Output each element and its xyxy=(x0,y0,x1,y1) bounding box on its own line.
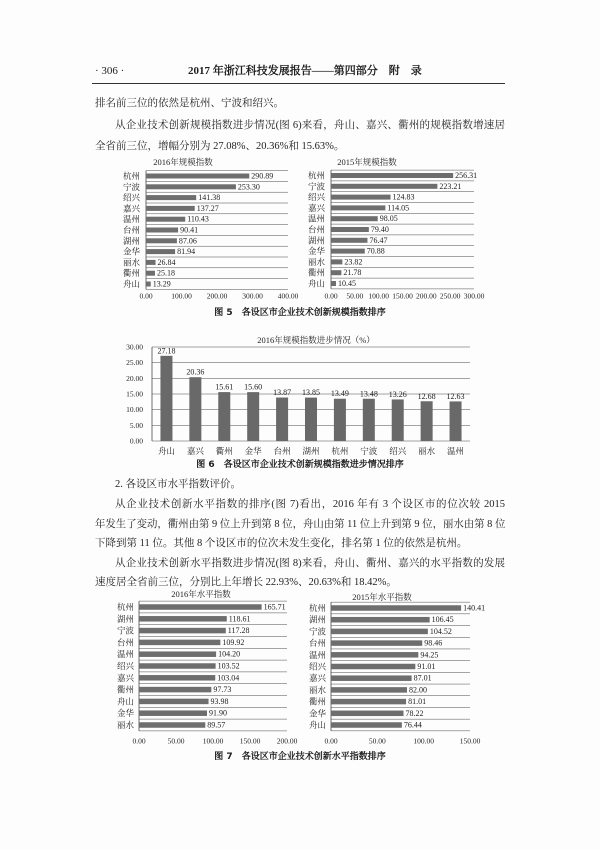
bar xyxy=(160,356,172,441)
bar xyxy=(331,722,402,728)
bar xyxy=(276,398,288,441)
x-tick-label: 300.00 xyxy=(463,291,485,301)
data-label: 23.82 xyxy=(344,257,363,267)
category-label: 丽水 xyxy=(307,256,325,267)
category-label: 台州 xyxy=(116,637,134,648)
bar xyxy=(139,663,216,669)
bar xyxy=(146,228,178,233)
data-label: 223.21 xyxy=(439,181,462,191)
data-label: 137.27 xyxy=(196,203,219,213)
body-text-line: 年发生了变动，衢州由第 9 位上升到第 8 位，舟山由第 11 位上升到第 9 位，丽水由第 8 位 xyxy=(95,519,506,530)
bar xyxy=(331,205,385,210)
y-tick-label: 25.00 xyxy=(126,358,143,368)
category-label: 衢州 xyxy=(307,267,325,278)
data-label: 12.68 xyxy=(417,391,436,401)
body-text-line: 下降到第 11 位。其他 8 个设区市的位次未发生变化，排名第 1 位的依然是杭州。 xyxy=(95,538,468,549)
section-heading: 2. 各设区市水平指数评价。 xyxy=(115,479,241,490)
category-label: 湖州 xyxy=(116,613,134,624)
bar xyxy=(139,722,205,728)
category-label: 宁波 xyxy=(116,625,134,636)
data-label: 93.98 xyxy=(210,696,229,706)
body-text-line: 从企业技术创新规模指数进步情况(图 6)来看，舟山、嘉兴、衢州的规模指数增速居 xyxy=(115,120,505,131)
x-tick-label: 200.00 xyxy=(416,291,437,301)
category-label: 衢州 xyxy=(308,696,326,707)
data-label: 25.18 xyxy=(156,268,175,278)
x-tick-label: 100.00 xyxy=(202,736,224,746)
x-tick-label: 150.00 xyxy=(239,736,261,746)
data-label: 256.31 xyxy=(455,171,478,180)
data-label: 106.45 xyxy=(431,615,454,625)
data-label: 290.89 xyxy=(251,171,274,181)
data-label: 114.05 xyxy=(387,203,410,213)
category-label: 绍兴 xyxy=(308,661,326,672)
x-tick-label: 0.00 xyxy=(139,291,153,301)
data-label: 104.52 xyxy=(429,626,452,636)
data-label: 81.01 xyxy=(408,697,427,707)
category-label: 杭州 xyxy=(307,170,325,181)
data-label: 13.49 xyxy=(330,389,349,399)
x-tick-label: 300.00 xyxy=(242,291,263,301)
bar xyxy=(146,174,249,179)
bar xyxy=(247,392,259,441)
x-tick-label: 150.00 xyxy=(392,291,413,301)
data-label: 13.29 xyxy=(152,279,171,289)
category-label: 宁波 xyxy=(307,181,325,192)
category-label: 温州 xyxy=(308,649,326,660)
data-label: 140.41 xyxy=(463,603,486,613)
data-label: 98.05 xyxy=(379,214,398,224)
category-label: 绍兴 xyxy=(116,661,134,671)
bar xyxy=(331,711,403,717)
category-label: 舟山 xyxy=(116,696,134,707)
data-label: 26.84 xyxy=(157,257,176,267)
category-label: 温州 xyxy=(122,214,140,225)
bar xyxy=(331,617,430,623)
category-label: 杭州 xyxy=(308,603,326,613)
x-tick-label: 50.00 xyxy=(167,736,185,746)
bar xyxy=(331,629,428,635)
data-label: 109.92 xyxy=(222,637,245,647)
bar xyxy=(189,377,201,441)
data-label: 76.44 xyxy=(403,720,422,730)
figure-5-2016-scale-index-chart xyxy=(123,157,299,301)
body-text-line: 全省前三位，增幅分别为 27.08%、20.36%和 15.63%。 xyxy=(95,141,345,152)
x-tick-label: 250.00 xyxy=(439,291,461,301)
category-label: 舟山 xyxy=(157,446,175,456)
data-label: 89.57 xyxy=(207,720,226,730)
bar xyxy=(146,217,185,222)
data-label: 15.61 xyxy=(215,382,234,392)
bar xyxy=(146,271,155,276)
bar xyxy=(146,195,196,200)
figure-7-2015-level-index-chart xyxy=(309,592,485,746)
category-label: 绍兴 xyxy=(389,446,407,456)
category-label: 温州 xyxy=(116,649,134,660)
data-label: 27.18 xyxy=(157,346,176,356)
data-label: 82.00 xyxy=(408,685,427,695)
figure-7-caption: 图 7 各设区市企业技术创新水平指数排序 xyxy=(214,752,386,762)
data-label: 90.41 xyxy=(180,225,199,235)
data-label: 13.85 xyxy=(302,388,320,398)
category-label: 丽水 xyxy=(308,684,326,695)
figure-5-caption: 图 5 各设区市企业技术创新规模指数排序 xyxy=(214,308,386,318)
category-label: 绍兴 xyxy=(122,192,140,203)
page-number: · 306 · xyxy=(95,65,125,77)
data-label: 10.45 xyxy=(337,279,356,288)
category-label: 金华 xyxy=(244,446,262,456)
bar xyxy=(331,259,342,264)
data-label: 91.90 xyxy=(209,708,228,718)
y-tick-label: 15.00 xyxy=(126,389,143,399)
bar xyxy=(139,616,227,622)
bar xyxy=(146,206,195,211)
category-label: 金华 xyxy=(307,246,325,257)
bar xyxy=(331,238,367,243)
x-tick-label: 400.00 xyxy=(277,291,299,301)
bar xyxy=(331,227,369,232)
chart-title: 2015年规模指数 xyxy=(337,157,397,167)
category-label: 台州 xyxy=(122,225,140,235)
category-label: 舟山 xyxy=(122,279,140,289)
bar xyxy=(218,392,230,441)
x-tick-label: 50.00 xyxy=(368,736,386,746)
category-label: 杭州 xyxy=(331,446,349,456)
data-label: 118.61 xyxy=(228,614,251,624)
bar xyxy=(331,184,437,189)
category-label: 衢州 xyxy=(122,268,140,279)
body-text-line: 从企业技术创新水平指数的排序(图 7)看出，2016 年有 3 个设区市的位次较 2015 xyxy=(115,499,505,510)
category-label: 金华 xyxy=(308,708,326,719)
data-label: 110.43 xyxy=(187,214,209,224)
category-label: 丽水 xyxy=(418,446,436,456)
bar xyxy=(331,270,341,275)
bar xyxy=(139,604,262,610)
bar xyxy=(139,640,220,646)
x-tick-label: 0.00 xyxy=(324,291,338,301)
figure-5-2015-scale-index-chart xyxy=(308,157,485,301)
y-tick-label: 30.00 xyxy=(126,342,143,352)
category-label: 宁波 xyxy=(360,446,378,456)
figure-6-caption: 图 6 各设区市企业技术创新规模指数进步情况排序 xyxy=(196,460,404,470)
data-label: 15.60 xyxy=(244,382,263,392)
data-label: 253.30 xyxy=(237,182,260,192)
bar xyxy=(331,675,412,681)
bar xyxy=(331,664,415,670)
category-label: 湖州 xyxy=(302,446,320,456)
bar xyxy=(331,652,418,658)
bar xyxy=(331,687,407,693)
bar xyxy=(363,399,375,441)
bar xyxy=(146,184,236,189)
bar xyxy=(139,675,215,681)
bar xyxy=(331,699,406,705)
category-label: 杭州 xyxy=(122,171,140,181)
x-tick-label: 0.00 xyxy=(132,736,146,746)
data-label: 103.04 xyxy=(217,673,240,683)
bar xyxy=(139,687,211,693)
category-label: 湖州 xyxy=(122,235,140,246)
data-label: 21.78 xyxy=(343,268,362,278)
x-tick-label: 0.00 xyxy=(324,736,338,746)
x-tick-label: 100.00 xyxy=(368,291,389,301)
category-label: 舟山 xyxy=(308,720,326,730)
data-label: 87.06 xyxy=(178,236,197,246)
data-label: 98.46 xyxy=(424,638,443,648)
body-text-line: 速度居全省前三位，分别比上年增长 22.93%、20.63%和 18.42%。 xyxy=(95,577,397,588)
bar xyxy=(146,260,156,265)
body-text-line: 从企业技术创新水平指数进步情况(图 8)来看，舟山、衢州、嘉兴的水平指数的发展 xyxy=(115,558,505,569)
category-label: 湖州 xyxy=(307,235,325,246)
data-label: 87.01 xyxy=(413,673,432,683)
x-tick-label: 150.00 xyxy=(459,736,481,746)
category-label: 嘉兴 xyxy=(122,203,140,214)
data-label: 13.26 xyxy=(388,389,407,399)
data-label: 117.28 xyxy=(227,626,250,636)
data-label: 91.01 xyxy=(417,662,436,671)
category-label: 温州 xyxy=(447,446,465,456)
category-label: 台州 xyxy=(308,638,326,649)
data-label: 165.71 xyxy=(263,602,286,612)
category-label: 衢州 xyxy=(116,684,134,695)
category-label: 绍兴 xyxy=(307,192,325,203)
category-label: 丽水 xyxy=(116,720,134,730)
data-label: 12.63 xyxy=(446,391,465,401)
x-tick-label: 50.00 xyxy=(346,291,364,301)
category-label: 衢州 xyxy=(215,446,233,456)
data-label: 79.40 xyxy=(370,225,389,234)
chart-title: 2016年规模指数 xyxy=(153,157,213,167)
data-label: 76.47 xyxy=(369,235,388,245)
category-label: 嘉兴 xyxy=(307,202,325,213)
x-tick-label: 200.00 xyxy=(276,736,298,746)
bar xyxy=(139,710,207,716)
category-label: 台州 xyxy=(273,446,291,456)
bar xyxy=(331,605,461,611)
bar xyxy=(305,398,317,441)
bar xyxy=(331,216,378,221)
data-label: 70.88 xyxy=(366,246,385,256)
x-tick-label: 200.00 xyxy=(206,291,228,301)
chart-title: 2016年规模指数进步情况（%） xyxy=(257,335,375,345)
data-label: 81.94 xyxy=(177,247,196,257)
bar xyxy=(334,399,346,441)
x-tick-label: 100.00 xyxy=(171,291,192,301)
data-label: 124.83 xyxy=(392,192,415,202)
y-tick-label: 5.00 xyxy=(129,420,143,430)
bar xyxy=(392,399,404,441)
y-tick-label: 10.00 xyxy=(126,405,143,415)
figure-7-2016-level-index-chart xyxy=(117,589,298,746)
bar xyxy=(331,281,336,286)
category-label: 舟山 xyxy=(307,278,325,289)
bar xyxy=(331,249,365,254)
data-label: 20.36 xyxy=(186,367,205,377)
category-label: 宁波 xyxy=(122,181,140,192)
category-label: 嘉兴 xyxy=(186,446,204,456)
bar xyxy=(331,195,391,200)
category-label: 金华 xyxy=(116,708,134,719)
category-label: 杭州 xyxy=(116,602,134,612)
bar xyxy=(146,238,177,243)
y-tick-label: 20.00 xyxy=(126,373,143,383)
data-label: 13.48 xyxy=(359,389,378,399)
category-label: 温州 xyxy=(307,213,325,224)
data-label: 94.25 xyxy=(420,650,439,660)
data-label: 78.22 xyxy=(405,708,424,718)
bar xyxy=(139,699,209,705)
data-label: 103.52 xyxy=(217,661,240,671)
category-label: 湖州 xyxy=(308,614,326,625)
data-label: 13.87 xyxy=(273,388,292,398)
category-label: 嘉兴 xyxy=(308,673,326,684)
bar xyxy=(146,282,151,287)
bar xyxy=(450,401,462,441)
category-label: 嘉兴 xyxy=(116,672,134,683)
y-tick-label: 0.00 xyxy=(129,436,143,446)
bar xyxy=(146,249,175,254)
bar xyxy=(139,651,216,657)
bar xyxy=(421,401,433,441)
figure-6-scale-index-growth-chart xyxy=(126,335,470,456)
data-label: 97.73 xyxy=(213,685,232,695)
category-label: 丽水 xyxy=(122,257,140,268)
chart-title: 2016年水平指数 xyxy=(171,589,231,599)
data-label: 104.20 xyxy=(218,649,241,659)
body-text-line: 排名前三位的依然是杭州、宁波和绍兴。 xyxy=(95,98,284,109)
category-label: 金华 xyxy=(122,246,140,257)
category-label: 宁波 xyxy=(308,626,326,637)
bar xyxy=(139,628,226,634)
category-label: 台州 xyxy=(307,224,325,235)
data-label: 141.38 xyxy=(198,193,221,203)
chart-title: 2015年水平指数 xyxy=(352,592,412,602)
bar xyxy=(331,173,453,178)
bar xyxy=(331,640,422,646)
x-tick-label: 100.00 xyxy=(413,736,434,746)
running-title: 2017 年浙江科技发展报告——第四部分 附 录 xyxy=(188,65,422,77)
